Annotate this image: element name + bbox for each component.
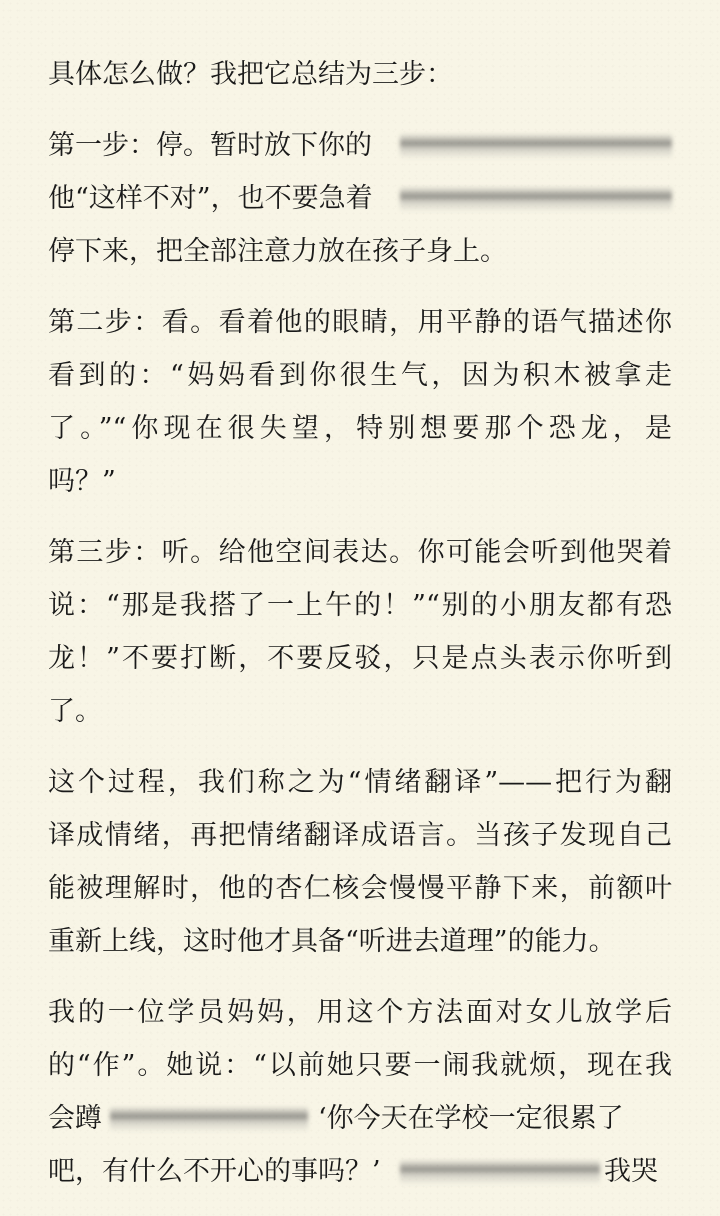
process-line-1: 这个过程，我们称之为“情绪翻译”——把行为翻: [48, 767, 672, 798]
process-paragraph: [48, 756, 672, 968]
step1-line-3: 停下来，把全部注意力放在孩子身上。: [48, 236, 507, 267]
article-body: [48, 48, 672, 1216]
step1-line-2: [48, 172, 672, 225]
story-line-1: 我的一位学员妈妈，用这个方法面对女儿放学后: [48, 997, 672, 1028]
step1-line-1-text: 第一步：停。暂时放下你的: [48, 130, 372, 161]
step2-line-2: 看到的：“妈妈看到你很生气，因为积木被拿走: [48, 360, 672, 391]
step2-line-4: 吗？”: [48, 466, 116, 497]
step2-line-1: 第二步：看。看着他的眼睛，用平静的语气描述你: [48, 307, 672, 338]
step3-line-1: 第三步：听。给他空间表达。你可能会听到他哭着: [48, 537, 672, 568]
story-line-3-end: ‘你今天在学校一定很累了: [318, 1103, 624, 1134]
redaction-blur: [400, 133, 672, 159]
story-line-3: [48, 1092, 672, 1145]
story-paragraph: [48, 986, 672, 1198]
process-line-2: 译成情绪，再把情绪翻译成语言。当孩子发现自己: [48, 820, 672, 851]
redaction-blur: [400, 186, 672, 212]
process-line-4: 重新上线，这时他才具备“听进去道理”的能力。: [48, 926, 616, 957]
step3-line-4: 了。: [48, 696, 102, 727]
story-line-3-start: 会蹲: [48, 1103, 102, 1134]
story-line-2: 的“作”。她说：“以前她只要一闹我就烦，现在我: [48, 1050, 672, 1081]
step2-line-3: 了。”“你现在很失望，特别想要那个恐龙，是: [48, 413, 672, 444]
step2-paragraph: [48, 296, 672, 508]
step1-line-2-text: 他“这样不对”，也不要急着: [48, 183, 373, 214]
step1-paragraph: [48, 119, 672, 278]
step3-paragraph: [48, 526, 672, 738]
intro-line: 具体怎么做？我把它总结为三步：: [48, 59, 453, 90]
story-line-4-start: 吧，有什么不开心的事吗？’: [48, 1156, 381, 1187]
intro-paragraph: [48, 48, 672, 101]
story-line-4: [48, 1145, 672, 1198]
story-line-4-end: 我哭: [604, 1156, 658, 1187]
process-line-3: 能被理解时，他的杏仁核会慢慢平静下来，前额叶: [48, 873, 672, 904]
step1-line-1: [48, 119, 672, 172]
redaction-blur: [110, 1106, 308, 1132]
redaction-blur: [400, 1159, 600, 1185]
step3-line-2: 说：“那是我搭了一上午的！”“别的小朋友都有恐: [48, 590, 672, 621]
step3-line-3: 龙！”不要打断，不要反驳，只是点头表示你听到: [48, 643, 672, 674]
